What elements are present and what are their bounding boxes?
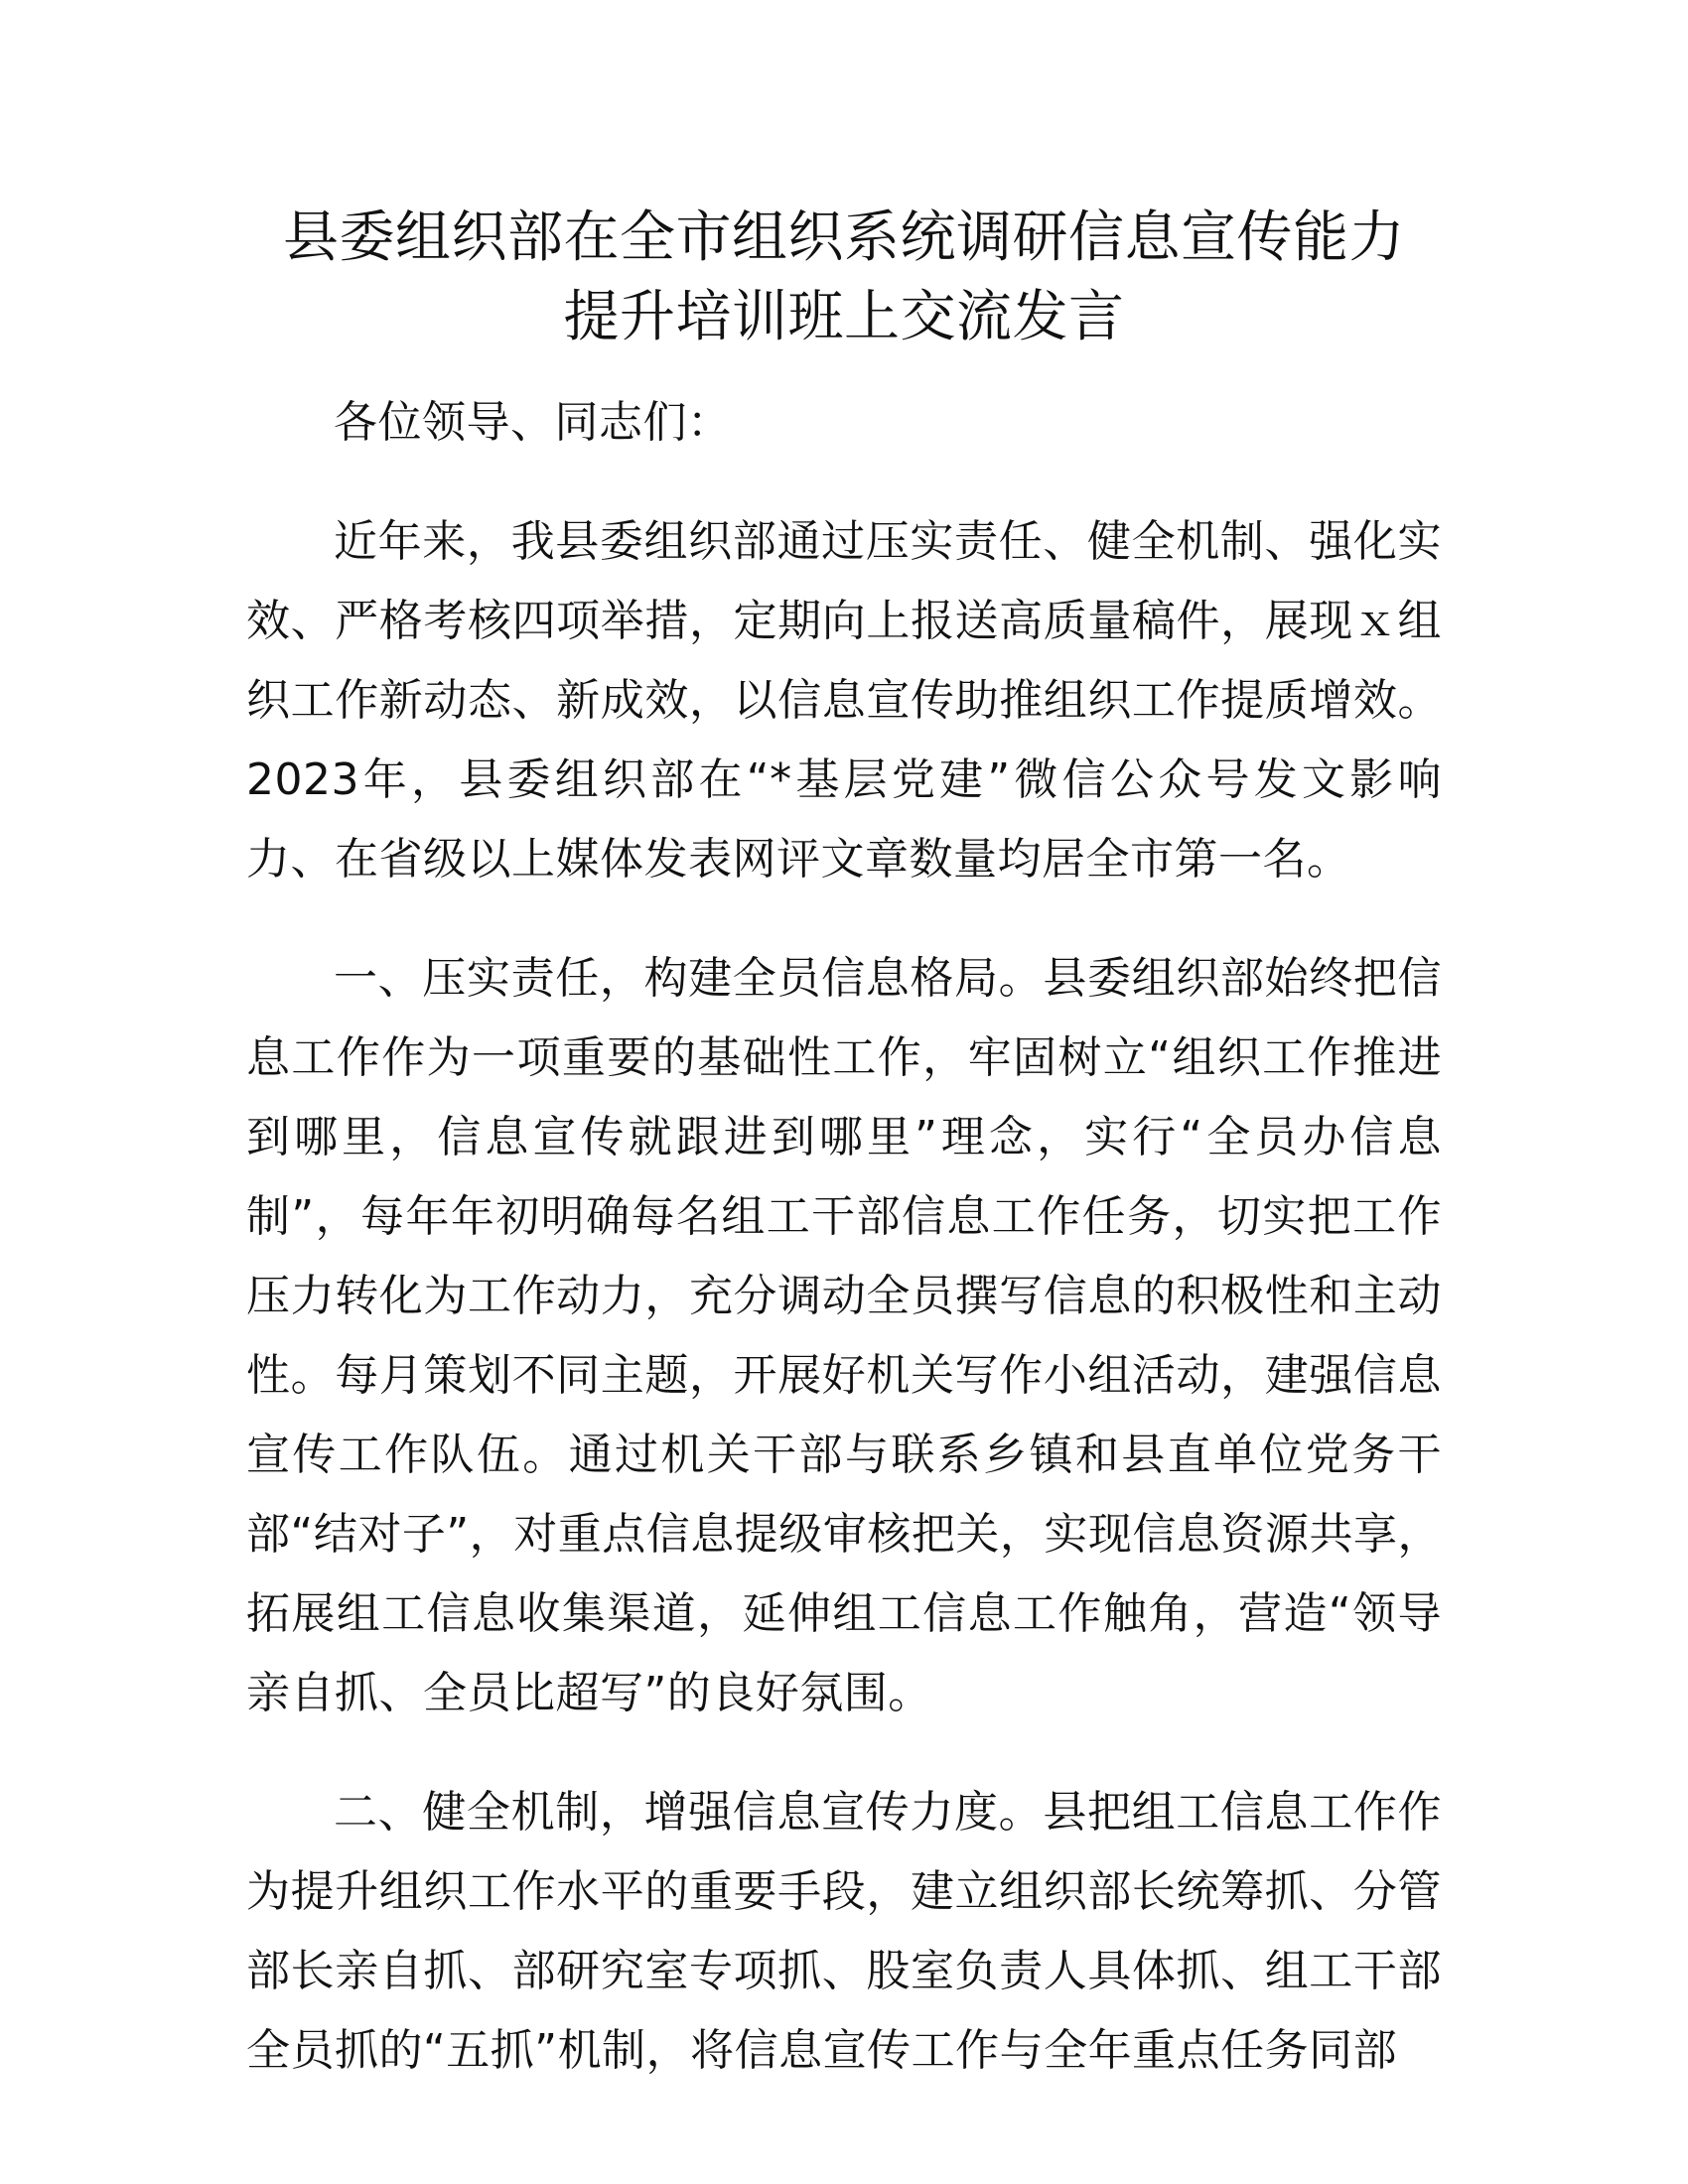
salutation: 各位领导、同志们：: [334, 397, 732, 448]
paragraph-section-2: 二、健全机制，增强信息宣传力度。县把组工信息工作作为提升组织工作水平的重要手段，建立组织部长统筹抓、分管部长亲自抓、部研究室专项抓、股室负责人具体抓、组工干部全员抓的“五抓”机制，将信息宣传工作与全年重点任务同部: [246, 1787, 1442, 2076]
paragraph-intro: 近年来，我县委组织部通过压实责任、健全机制、强化实效、严格考核四项举措，定期向上报送高质量稿件，展现ｘ组织工作新动态、新成效，以信息宣传助推组织工作提质增效。2023年，县委组织部在“*基层党建”微信公众号发文影响力、在省级以上媒体发表网评文章数量均居全市第一名。: [246, 516, 1442, 885]
paragraph-section-1: 一、压实责任，构建全员信息格局。县委组织部始终把信息工作作为一项重要的基础性工作，牢固树立“组织工作推进到哪里，信息宣传就跟进到哪里”理念，实行“全员办信息制”，每年年初明确每名组工干部信息工作任务，切实把工作压力转化为工作动力，充分调动全员撰写信息的积极性和主动性。每月策划不同主题，开展好机关写作小组活动，建强信息宣传工作队伍。通过机关干部与联系乡镇和县直单位党务干部“结对子”，对重点信息提级审核把关，实现信息资源共享，拓展组工信息收集渠道，延伸组工信息工作触角，营造“领导亲自抓、全员比超写”的良好氛围。: [246, 953, 1442, 1718]
title-line-2: 提升培训班上交流发言: [563, 285, 1125, 349]
document-page: [246, 0, 1442, 2184]
title-line-1: 县委组织部在全市组织系统调研信息宣传能力: [283, 205, 1405, 270]
document-body: [246, 383, 1442, 2091]
document-title: [246, 0, 1442, 357]
